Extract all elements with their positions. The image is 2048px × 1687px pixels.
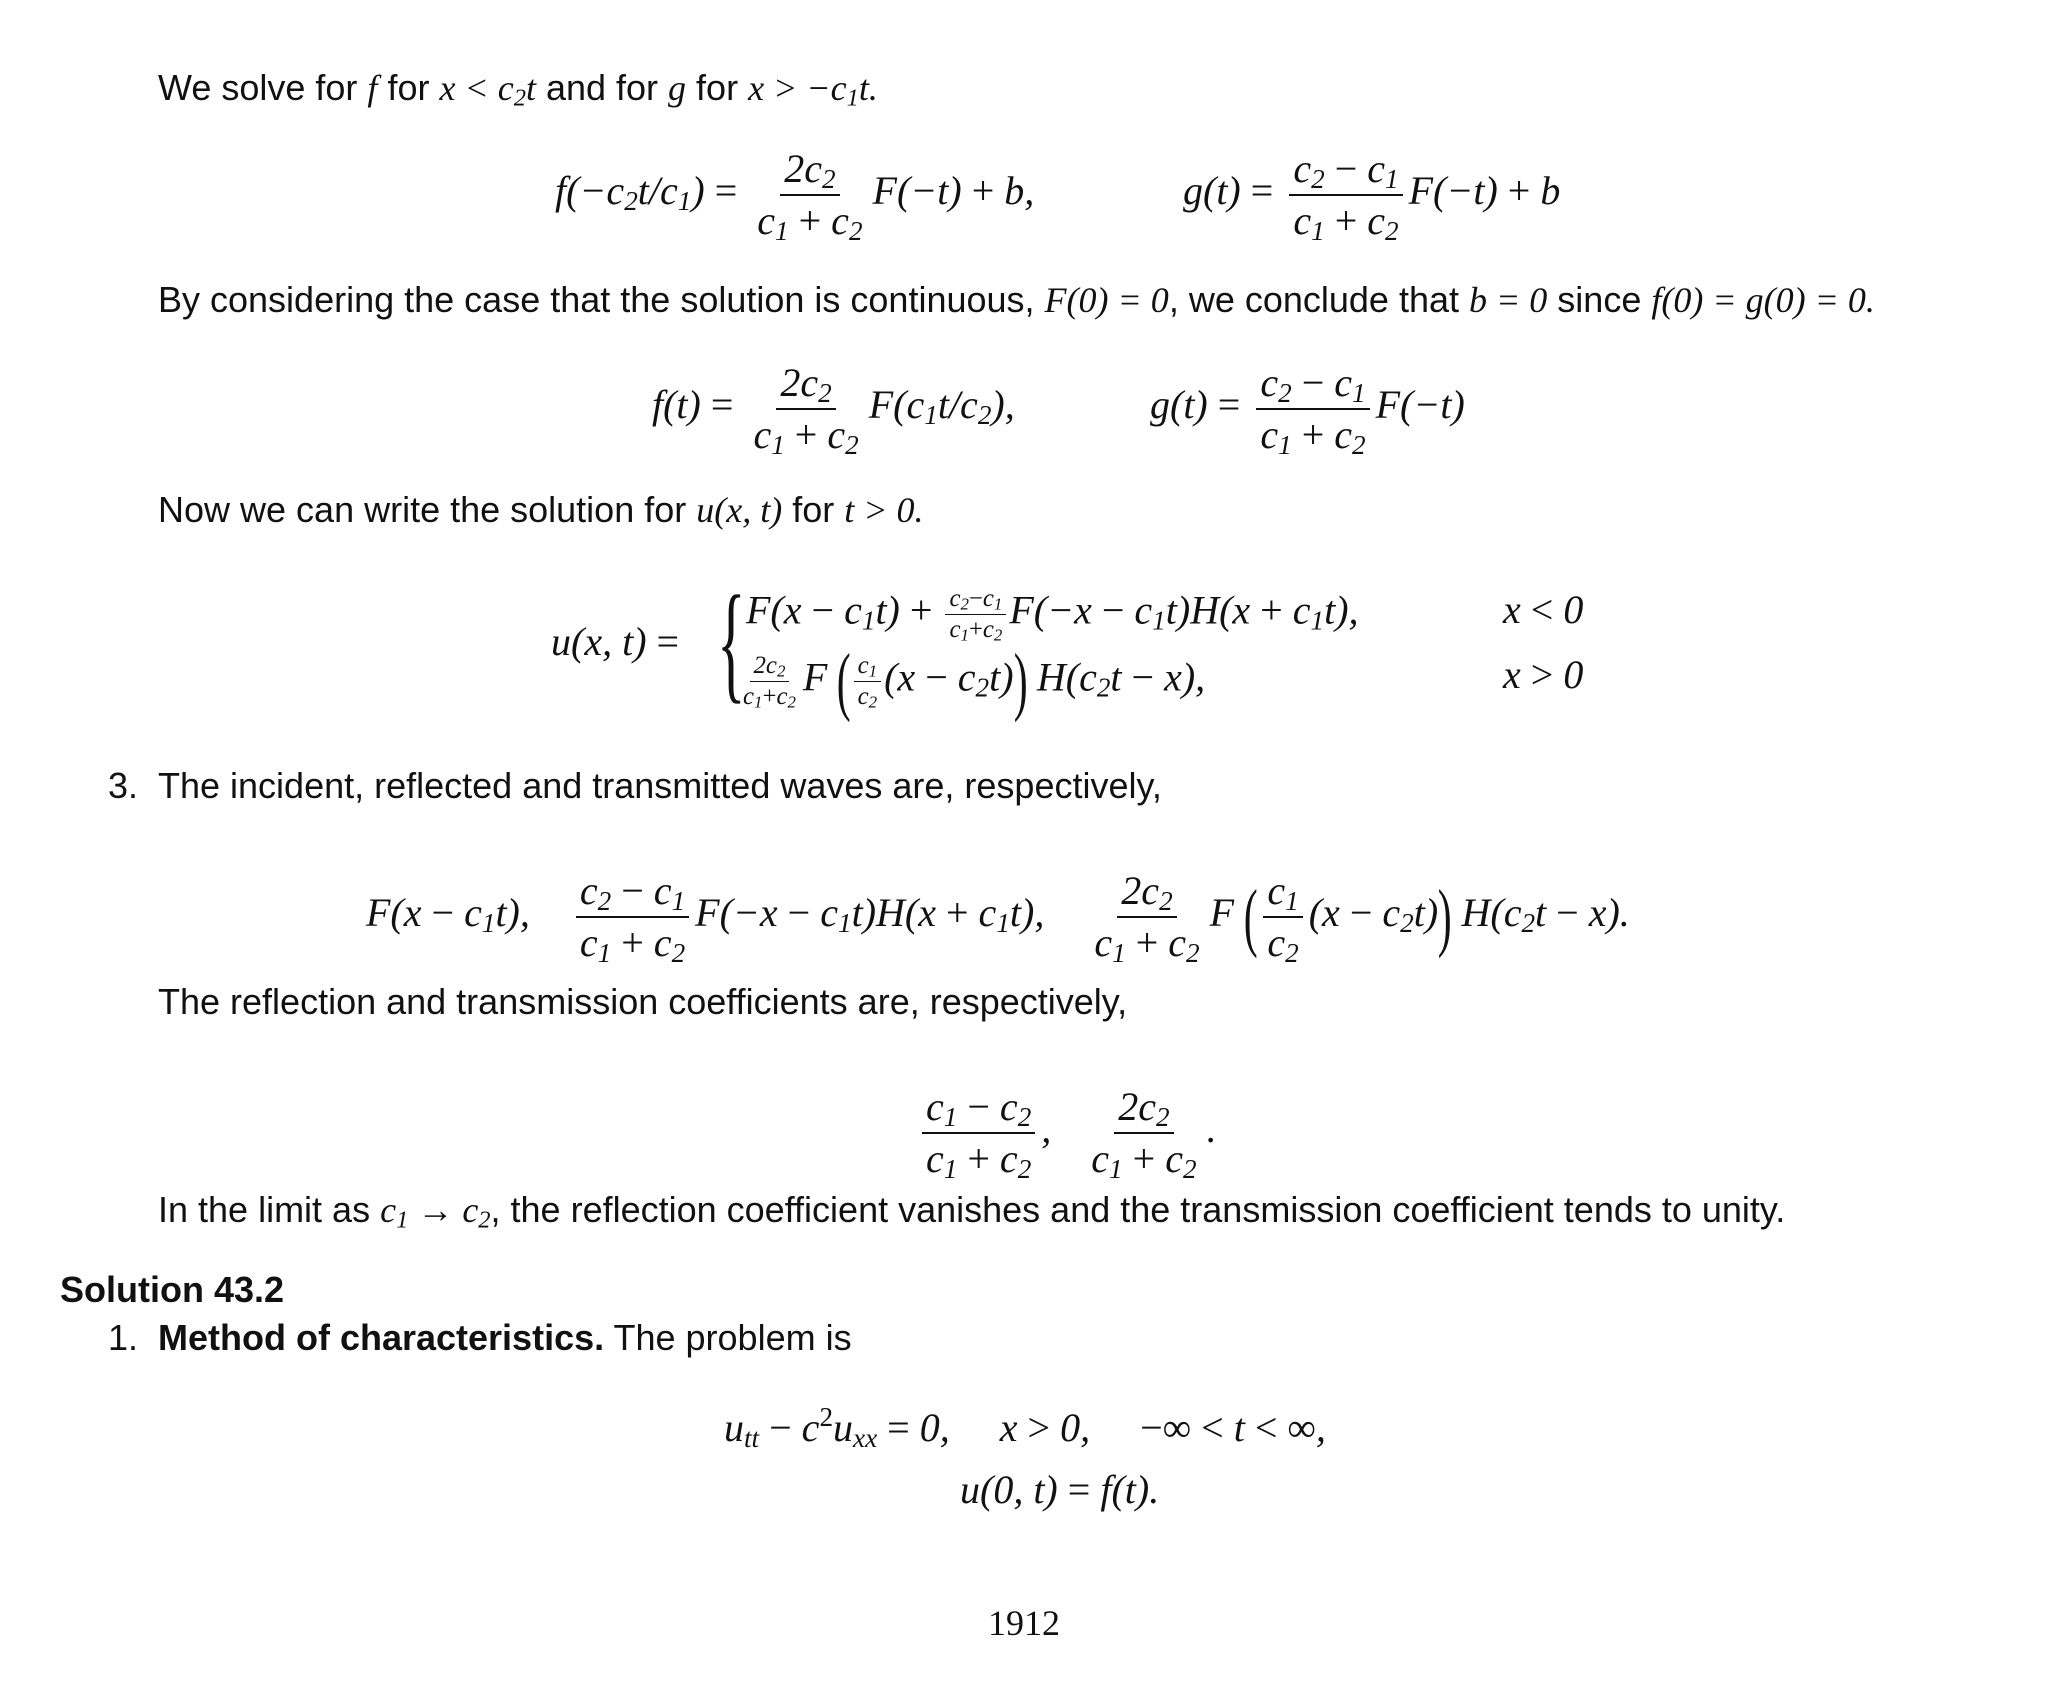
paragraph-limit: In the limit as $c_1 \to c_2$, the reflection coefficient vanishes and the transmission coefficient tends to unity.: [158, 1189, 1786, 1234]
page-number: 1912: [988, 1603, 1060, 1643]
list-item-3-number: 3.: [108, 765, 139, 806]
equation-g-with-b: g(t) = $\frac{c_2 - c_1}{c_1 + c_2}$ F(−t) + b: [1183, 146, 1561, 246]
equation-case-2: $\frac{2c_2}{c_1+c_2}$ F ( $\frac{c_1}{c_2}$ $(x - c_2t)$) $H(c_2t - x)$,: [743, 639, 1206, 723]
math-g: g: [668, 68, 687, 108]
equation-case-1: $F(x - c_1t)$ + $\frac{c_2-c_1}{c_1+c_2}$ $F(-x - c_1t)H(x + c_1t)$,: [746, 585, 1359, 645]
list-item-1-text: Method of characteristics. The problem is: [158, 1317, 852, 1358]
equation-boundary-condition: u(0, t) = f(t).: [960, 1467, 1160, 1512]
equation-wave-problem: $u_{tt} - c^2u_{xx} = 0$, x > 0, −∞ < t < ∞,: [724, 1402, 1326, 1453]
paragraph-solve-f-g: We solve for f for $x < c_2t$ and for g for $x > -c_1t$.: [158, 67, 878, 112]
equation-f-g-with-b: $f(-c_2t/c_1)$ = $\frac{2c_2}{c_1 + c_2}$ F(−t) + b,: [555, 146, 1035, 246]
equation-g-solution: g(t) = $\frac{c_2 - c_1}{c_1 + c_2}$ F(−t): [1150, 360, 1465, 460]
math-f: f: [367, 68, 378, 108]
list-item-1-number: 1.: [108, 1317, 139, 1358]
equation-case-1-cond: x < 0: [1503, 587, 1584, 632]
list-item-3-text: The incident, reflected and transmitted waves are, respectively,: [158, 765, 1162, 806]
section-heading: Solution 43.2: [60, 1269, 285, 1310]
equation-coefficients: $\frac{c_1 - c_2}{c_1 + c_2}$ , $\frac{2c_2}{c_1 + c_2}$ .: [916, 1086, 1217, 1180]
cases-brace: {: [717, 568, 746, 715]
paragraph-coefficients: The reflection and transmission coefficients are, respectively,: [158, 981, 1128, 1022]
paragraph-continuous-case: By considering the case that the solution is continuous, F(0) = 0, we conclude that b = 0 since f(0) = g(0) = 0.: [158, 279, 1875, 320]
paragraph-write-solution: Now we can write the solution for u(x, t) for t > 0.: [158, 489, 924, 530]
equation-f-g-solution: f(t) = $\frac{2c_2}{c_1 + c_2}$ $F(c_1t/c_2)$,: [652, 360, 1015, 460]
equation-u-lhs: u(x, t) =: [551, 619, 680, 664]
equation-waves: $F(x - c_1t)$, $\frac{c_2 - c_1}{c_1 + c_2}$ $F(-x - c_1t)H(x + c_1t)$, $\frac{2c_2}{c_1 + c_2}$ F ( $\frac{c_1}{c_2}$ $(x - c_2t)$) $H(c_2t - x)$.: [366, 868, 1630, 968]
equation-case-2-cond: x > 0: [1503, 652, 1584, 697]
